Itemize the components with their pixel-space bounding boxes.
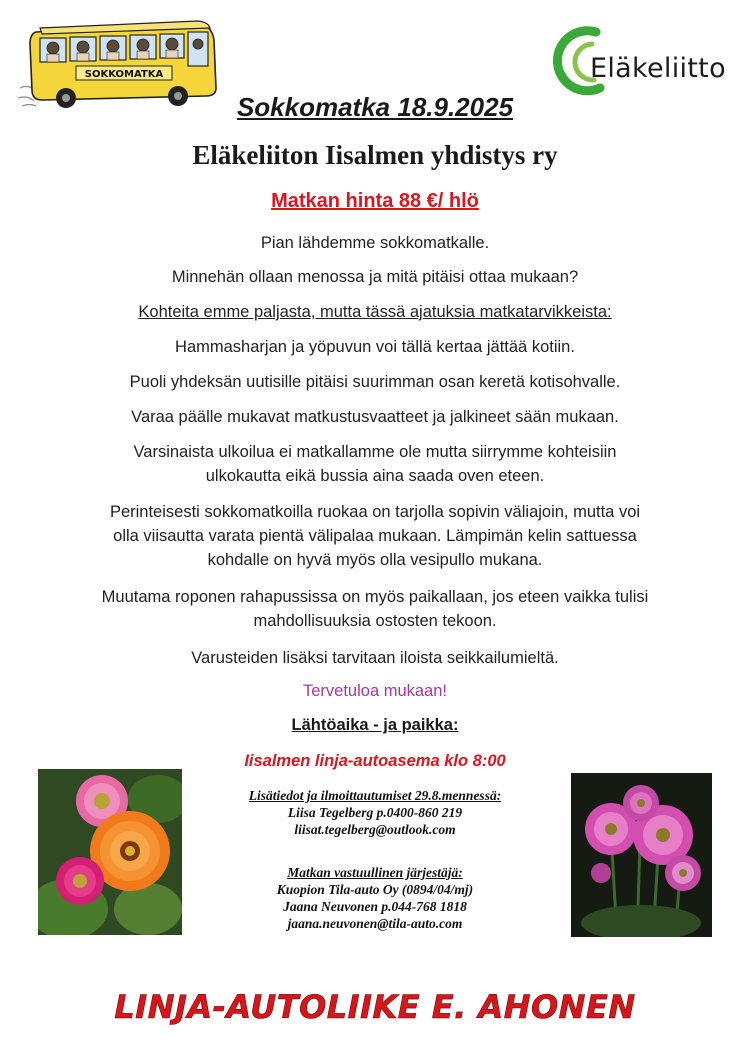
- bus-company-name: LINJA-AUTOLIIKE E. AHONEN: [114, 988, 636, 1026]
- packing-money-line2: mahdollisuuksia ostosten tekoon.: [253, 612, 497, 630]
- packing-clothing: Varaa päälle mukavat matkustusvaatteet ja jalkineet sään mukaan.: [131, 408, 619, 426]
- organization-name: Eläkeliiton Iisalmen yhdistys ry: [192, 140, 558, 170]
- info-contact-block: [190, 787, 560, 838]
- packing-outdoor-line1: Varsinaista ulkoilua ei matkallamme ole mutta siirrymme kohteisiin: [133, 443, 617, 461]
- organizer-contact-email[interactable]: jaana.neuvonen@tila-auto.com: [287, 916, 463, 931]
- departure-heading: Lähtöaika - ja paikka:: [291, 716, 459, 734]
- info-contact-email[interactable]: liisat.tegelberg@outlook.com: [294, 822, 456, 837]
- packing-food: [40, 500, 710, 572]
- elakeliitto-logo: [548, 26, 728, 96]
- welcome-text: Tervetuloa mukaan!: [303, 682, 447, 700]
- packing-money-line1: Muutama roponen rahapussissa on myös paikallaan, jos eteen vaikka tulisi: [101, 588, 649, 606]
- adventure-text: Varusteiden lisäksi tarvitaan iloista seikkailumieltä.: [191, 649, 559, 667]
- packing-food-line3: kohdalle on hyvä myös olla vesipullo mukana.: [207, 551, 543, 569]
- organizer-heading: Matkan vastuullinen järjestäjä:: [287, 865, 463, 880]
- logo-text: Eläkeliitto: [590, 53, 726, 84]
- organizer-company: Kuopion Tila-auto Oy (0894/04/mj): [276, 882, 474, 897]
- packing-outdoor: [40, 440, 710, 488]
- organizer-block: [190, 864, 560, 932]
- packing-return-time: Puoli yhdeksän uutisille pitäisi suurimman osan keretä kotisohvalle.: [129, 373, 621, 391]
- organizer-contact-name: Jaana Neuvonen p.044-768 1818: [283, 899, 467, 914]
- trip-price: Matkan hinta 88 €/ hlö: [271, 190, 479, 212]
- packing-outdoor-line2: ulkokautta eikä bussia aina saada oven eteen.: [205, 467, 545, 485]
- zinnia-flowers-image: [38, 769, 182, 935]
- packing-toothbrush: Hammasharjan ja yöpuvun voi tällä kertaa jättää kotiin.: [175, 338, 575, 356]
- packing-food-line2: olla viisautta varata pientä välipalaa mukaan. Lämpimän kelin sattuessa: [113, 527, 637, 545]
- bus-sign-text: SOKKOMATKA: [84, 69, 164, 80]
- info-contact-name: Liisa Tegelberg p.0400-860 219: [287, 805, 463, 820]
- packing-food-line1: Perinteisesti sokkomatkoilla ruokaa on tarjolla sopivin väliajoin, mutta voi: [109, 503, 641, 521]
- info-heading: Lisätiedot ja ilmoittautumiset 29.8.mennessä:: [248, 788, 502, 803]
- gerbera-flowers-image: [571, 773, 712, 937]
- packing-heading: Kohteita emme paljasta, mutta tässä ajatuksia matkatarvikkeista:: [138, 303, 612, 321]
- departure-place: Iisalmen linja-autoasema klo 8:00: [244, 752, 506, 770]
- question-text: Minnehän ollaan menossa ja mitä pitäisi ottaa mukaan?: [171, 268, 579, 286]
- page-title: Sokkomatka 18.9.2025: [236, 92, 514, 122]
- packing-money: [40, 585, 710, 633]
- intro-text: Pian lähdemme sokkomatkalle.: [260, 234, 490, 252]
